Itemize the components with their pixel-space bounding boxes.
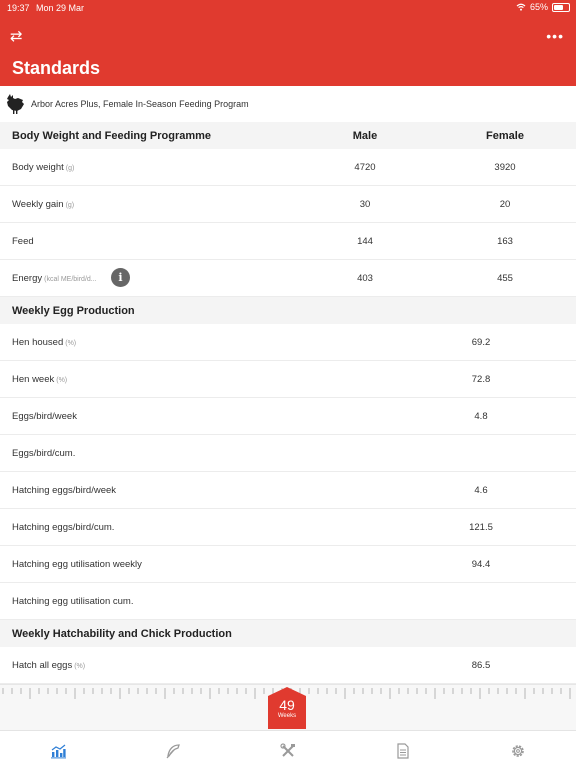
week-number: 49 [279, 697, 295, 713]
app-header [0, 0, 576, 86]
hen-icon [5, 93, 25, 115]
row-value: 94.4 [471, 559, 491, 570]
row-label: Hen housed (%) [12, 337, 77, 348]
table-row [0, 223, 576, 260]
male-value: 30 [359, 199, 371, 210]
row-label: Body weight (g) [12, 162, 75, 173]
table-row [0, 583, 576, 620]
table-row [0, 260, 576, 297]
table-row [0, 361, 576, 398]
gear-icon[interactable] [510, 743, 526, 759]
row-value: 72.8 [471, 374, 491, 385]
table-row [0, 472, 576, 509]
wifi-icon [516, 3, 526, 11]
swap-arrows-icon[interactable]: ⇄ [10, 28, 23, 45]
row-label: Hatching egg utilisation weekly [12, 559, 142, 570]
section-title: Weekly Egg Production [12, 304, 135, 317]
female-value: 20 [499, 199, 511, 210]
section-title: Body Weight and Feeding Programme [12, 129, 212, 142]
table-row [0, 509, 576, 546]
row-value: 69.2 [471, 337, 491, 348]
row-value: 86.5 [471, 660, 491, 671]
row-label: Hatching eggs/bird/week [12, 485, 117, 496]
row-label: Eggs/bird/week [12, 411, 77, 422]
section-header-hatchability [0, 620, 576, 647]
male-value: 4720 [354, 162, 376, 173]
week-unit-label: Weeks [277, 713, 297, 719]
row-label: Hen week (%) [12, 374, 68, 385]
status-right [516, 2, 570, 12]
male-value: 403 [357, 273, 373, 284]
status-time: 19:37 [7, 3, 30, 13]
section-header-body-weight [0, 122, 576, 149]
row-value: 4.6 [474, 485, 488, 496]
table-row [0, 435, 576, 472]
column-header-female: Female [486, 129, 524, 142]
male-value: 144 [357, 236, 373, 247]
female-value: 455 [497, 273, 513, 284]
standards-table[interactable] [0, 122, 576, 688]
row-label: Eggs/bird/cum. [12, 448, 76, 459]
battery-percent: 65% [529, 2, 548, 12]
row-label: Hatching eggs/bird/cum. [12, 522, 115, 533]
program-name: Arbor Acres Plus, Female In-Season Feeding Program [31, 99, 249, 109]
section-title: Weekly Hatchability and Chick Production [12, 627, 232, 640]
program-bar[interactable] [0, 86, 576, 122]
table-row [0, 149, 576, 186]
row-label: Weekly gain (g) [12, 199, 75, 210]
female-value: 3920 [494, 162, 516, 173]
feather-icon[interactable] [165, 743, 181, 759]
section-header-egg-production [0, 297, 576, 324]
info-icon[interactable]: i [111, 268, 130, 287]
table-row [0, 398, 576, 435]
row-label: Energy (kcal ME/bird/d... [12, 273, 97, 284]
chart-icon[interactable] [50, 743, 66, 759]
more-dots-icon[interactable]: ••• [546, 28, 564, 44]
tools-icon[interactable] [280, 743, 296, 759]
document-icon[interactable] [395, 743, 411, 759]
status-bar [0, 0, 576, 16]
table-row [0, 546, 576, 583]
status-date: Mon 29 Mar [36, 3, 85, 13]
row-value: 4.8 [474, 411, 488, 422]
row-value: 121.5 [469, 522, 493, 533]
tab-bar [0, 730, 576, 768]
battery-icon [552, 3, 570, 12]
female-value: 163 [497, 236, 513, 247]
table-row [0, 647, 576, 684]
column-header-male: Male [352, 129, 378, 142]
row-label: Hatching egg utilisation cum. [12, 596, 134, 607]
row-label: Hatch all eggs (%) [12, 660, 86, 671]
table-row [0, 186, 576, 223]
table-row [0, 324, 576, 361]
row-label: Feed [12, 236, 34, 247]
page-title: Standards [12, 58, 101, 78]
